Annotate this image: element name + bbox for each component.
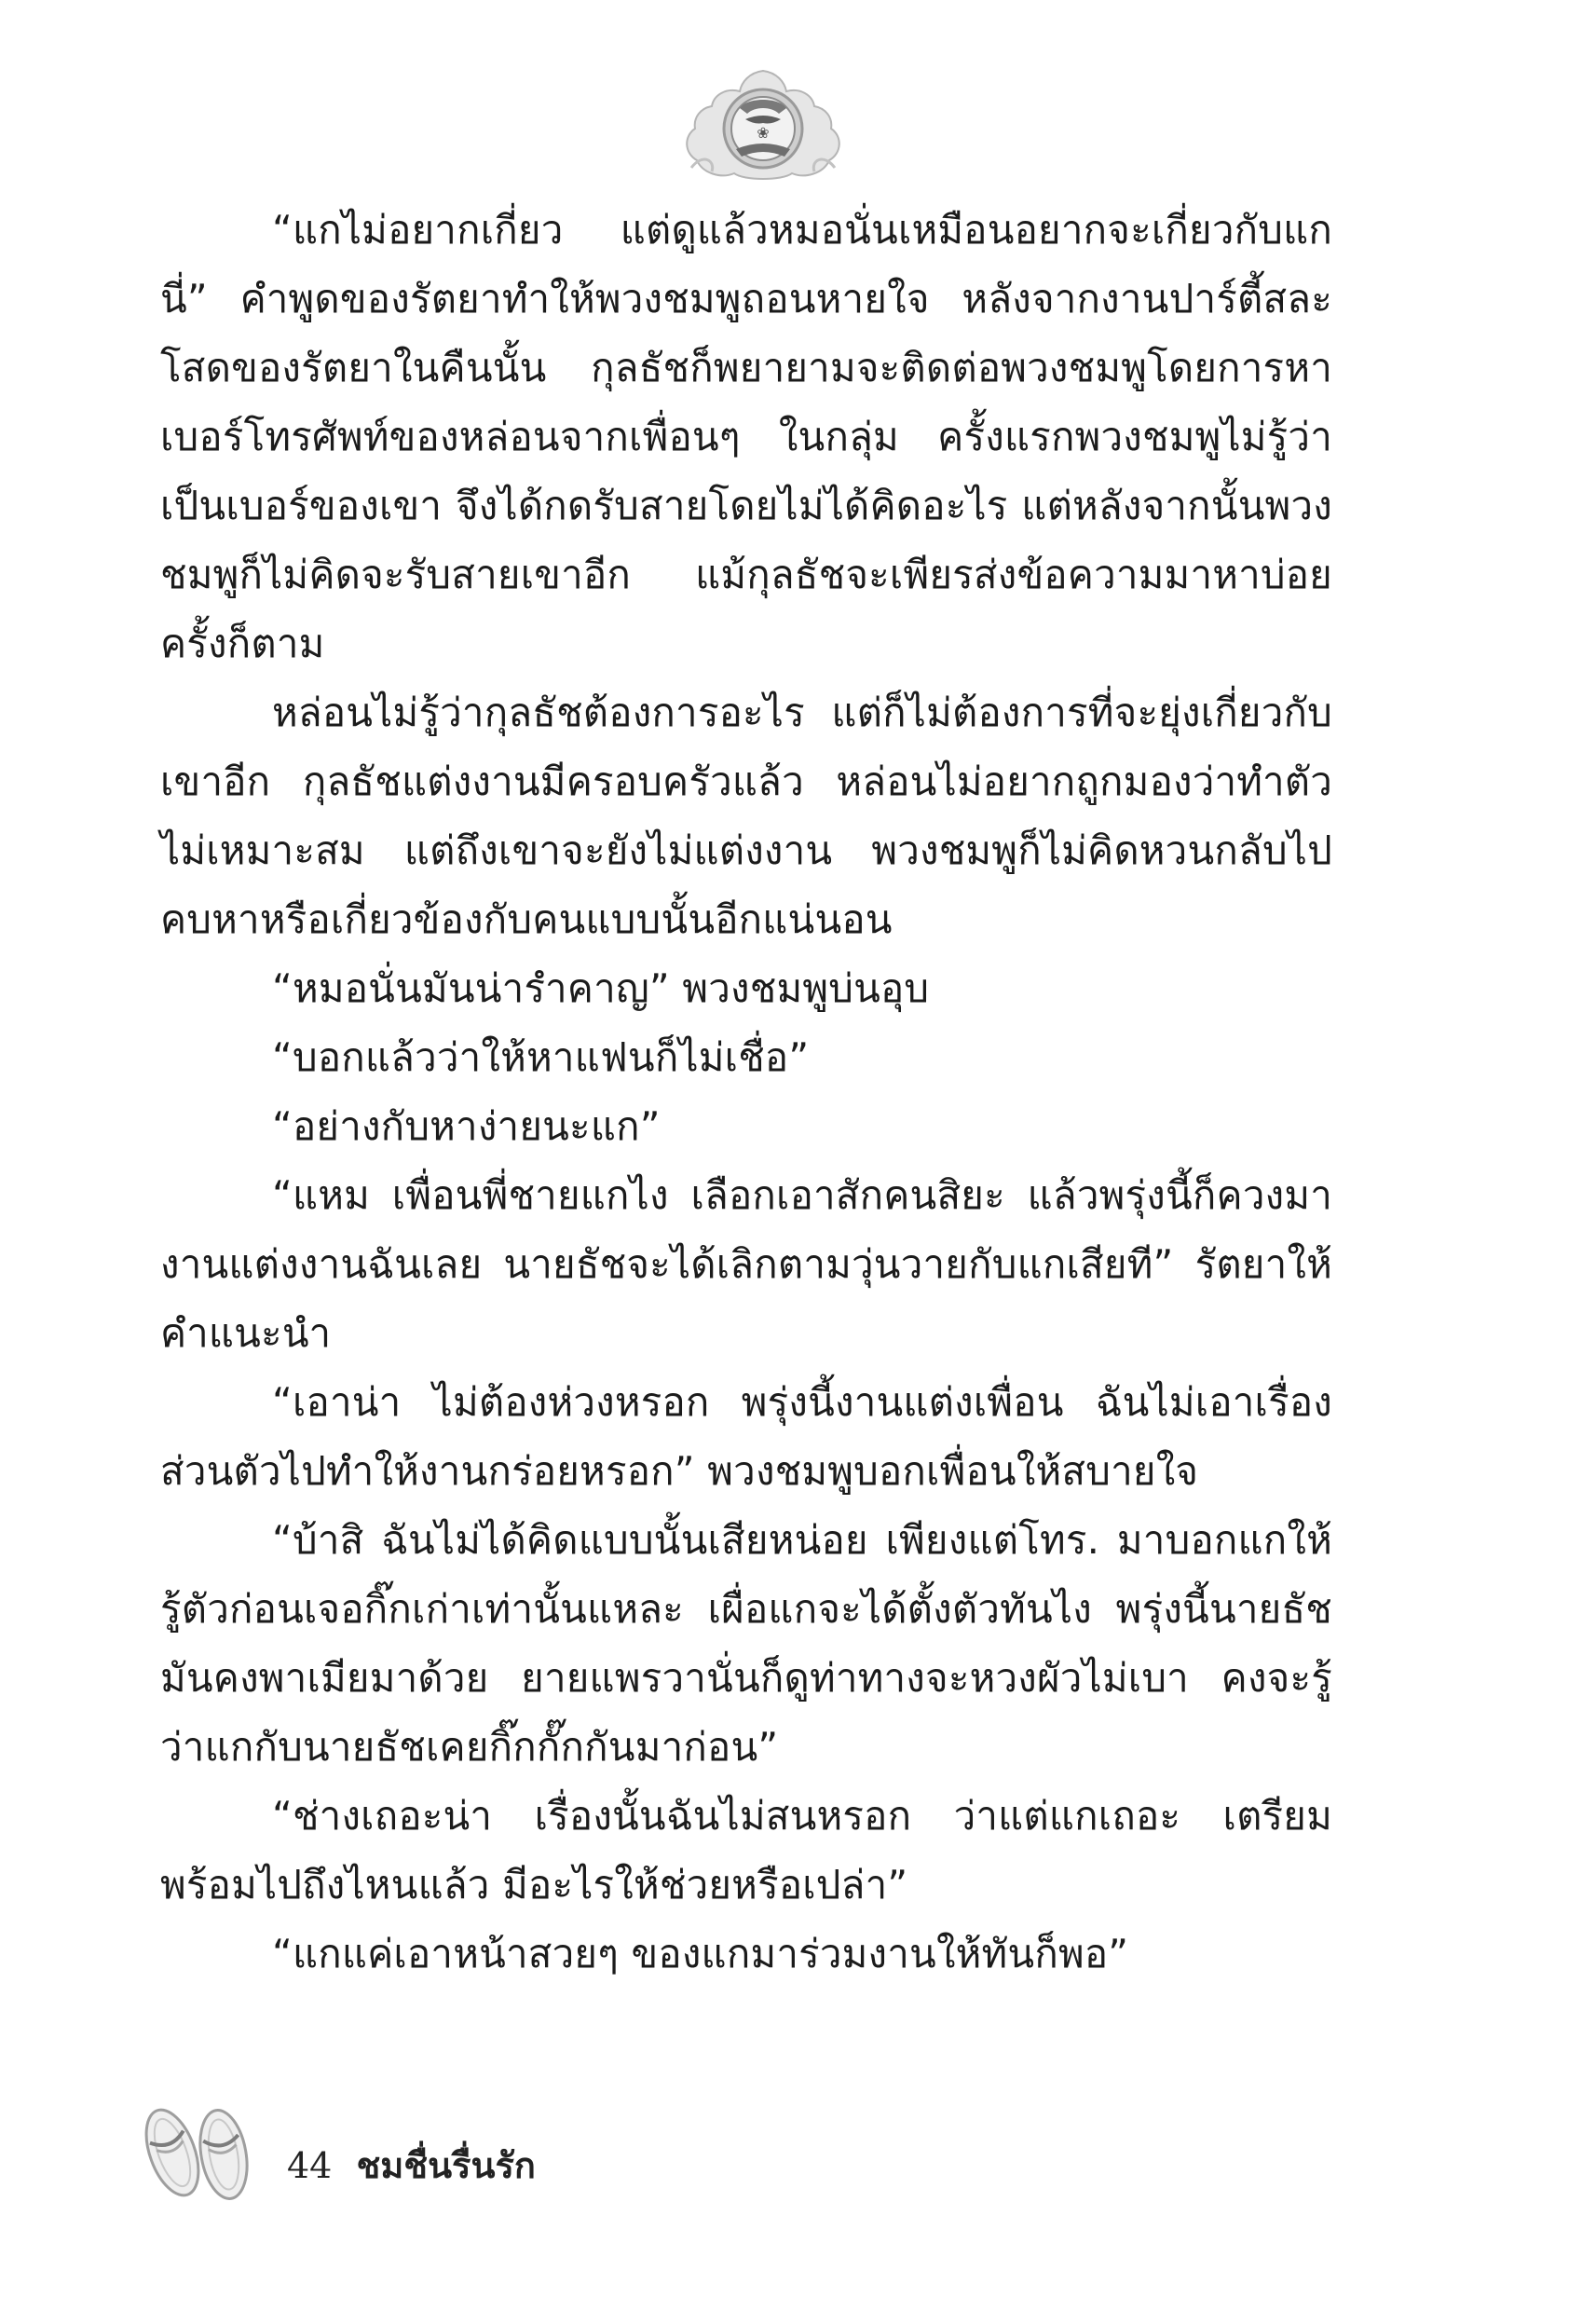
paragraph: “บ้าสิ ฉันไม่ได้คิดแบบนั้นเสียหน่อย เพียงแต่โทร. มาบอกแกให้รู้ตัวก่อนเจอกิ๊กเก่าเท่านั้นแหละ เผื่อแกจะได้ตั้งตัวทันไง พรุ่งนี้นายธัชมันคงพาเมียมาด้วย ยายแพรวานั่นก็ดูท่าทางจะหวงผัวไม่เบา คงจะรู้ว่าแกกับนายธัชเคยกิ๊กกั๊กกันมาก่อน”: [160, 1517, 1332, 1770]
publisher-emblem-icon: [675, 63, 852, 185]
body-text: [160, 196, 1332, 2059]
page-number: 44: [287, 2145, 333, 2186]
paragraph: “แกแค่เอาหน้าสวยๆ ของแกมาร่วมงานให้ทันก็พอ”: [272, 1931, 1129, 1976]
page-footer: [130, 2097, 783, 2208]
paragraph: “ช่างเถอะน่า เรื่องนั้นฉันไม่สนหรอก ว่าแต่แกเถอะ เตรียมพร้อมไปถึงไหนแล้ว มีอะไรให้ช่วยหรือเปล่า”: [160, 1793, 1333, 1908]
footer-text: [287, 2143, 536, 2188]
sandals-icon: [130, 2097, 270, 2208]
paragraph: “เอาน่า ไม่ต้องห่วงหรอก พรุ่งนี้งานแต่งเพื่อน ฉันไม่เอาเรื่องส่วนตัวไปทำให้งานกร่อยหรอก” พวงชมพูบอกเพื่อนให้สบายใจ: [160, 1379, 1332, 1494]
book-title: ชมชื่นรื่นรัก: [356, 2145, 536, 2186]
paragraph: “อย่างกับหาง่ายนะแก”: [272, 1103, 661, 1149]
svg-text:❀: ❀: [757, 124, 770, 142]
paragraph: “แกไม่อยากเกี่ยว แต่ดูแล้วหมอนั่นเหมือนอยากจะเกี่ยวกับแกนี่” คำพูดของรัตยาทำให้พวงชมพูถอนหายใจ หลังจากงานปาร์ตี้สละโสดของรัตยาในคืนนั้น กุลธัชก็พยายามจะติดต่อพวงชมพูโดยการหาเบอร์โทรศัพท์ของหล่อนจากเพื่อนๆ ในกลุ่ม ครั้งแรกพวงชมพูไม่รู้ว่าเป็นเบอร์ของเขา จึงได้กดรับสายโดยไม่ได้คิดอะไร แต่หลังจากนั้นพวงชมพูก็ไม่คิดจะรับสายเขาอีก แม้กุลธัชจะเพียรส่งข้อความมาหาบ่อยครั้งก็ตาม: [160, 207, 1332, 666]
paragraph: “แหม เพื่อนพี่ชายแกไง เลือกเอาสักคนสิยะ แล้วพรุ่งนี้ก็ควงมางานแต่งงานฉันเลย นายธัชจะได้เลิกตามวุ่นวายกับแกเสียที” รัตยาให้คำแนะนำ: [160, 1172, 1332, 1356]
paragraph: หล่อนไม่รู้ว่ากุลธัชต้องการอะไร แต่ก็ไม่ต้องการที่จะยุ่งเกี่ยวกับเขาอีก กุลธัชแต่งงานมีครอบครัวแล้ว หล่อนไม่อยากถูกมองว่าทำตัวไม่เหมาะสม แต่ถึงเขาจะยังไม่แต่งงาน พวงชมพูก็ไม่คิดหวนกลับไปคบหาหรือเกี่ยวข้องกับคนแบบนั้นอีกแน่นอน: [160, 690, 1332, 942]
paragraph: “บอกแล้วว่าให้หาแฟนก็ไม่เชื่อ”: [272, 1034, 810, 1080]
paragraph: “หมอนั่นมันน่ารำคาญ” พวงชมพูบ่นอุบ: [272, 965, 930, 1011]
